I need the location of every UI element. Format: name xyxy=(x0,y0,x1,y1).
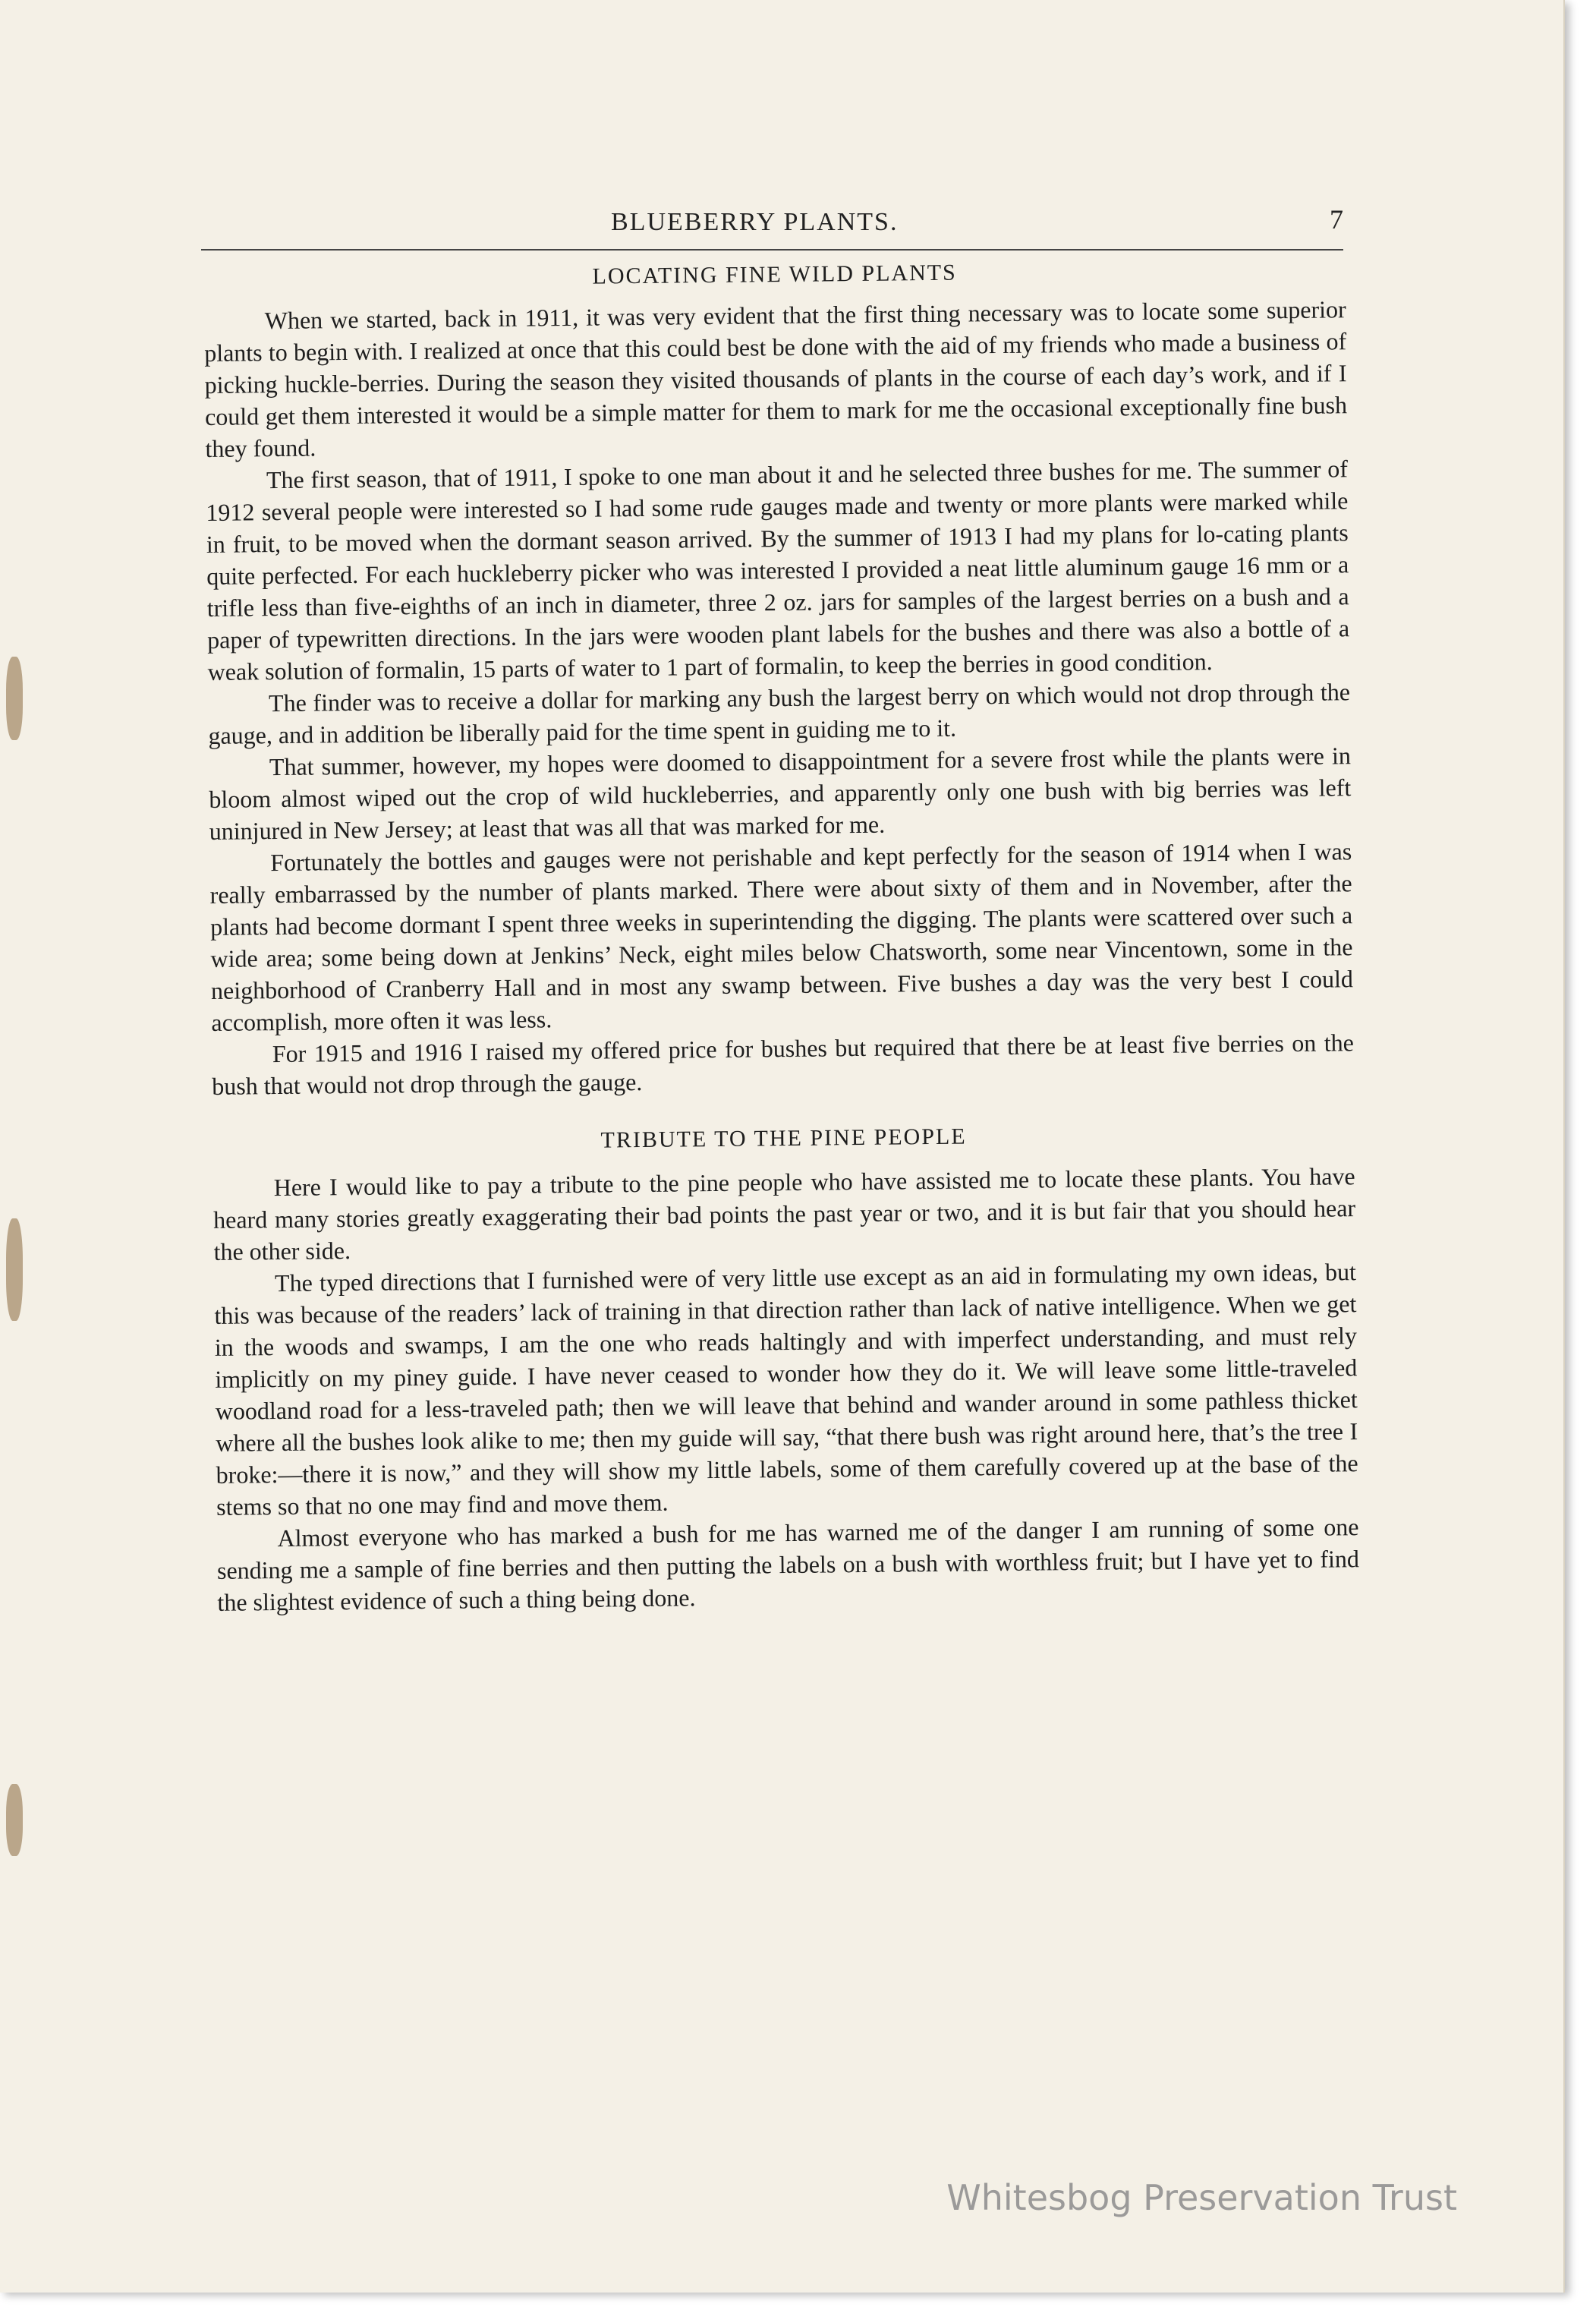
binding-stain xyxy=(6,1784,23,1856)
binding-stain xyxy=(6,1218,23,1321)
paragraph: The typed directions that I furnished were of very little use except as an aid in formulating my own ideas, but this was because of the readers’ lack of training in that direction rather than lack of native intelligence. When we get in the woods and swamps, I am the one who reads haltingly and with imperfect understanding, and must rely implicitly on my piney guide. I have never ceased to wonder how they do it. We will leave some little-traveled woodland road for a less-traveled path; then we will leave that behind and wander around in some pathless thicket where all the bushes look alike to me; then my guide will say, “that there bush was right around here, that’s the tree I broke:—there it is now,” and they will show my little labels, some of them carefully covered up at the base of the stems so that no one may find and move them. xyxy=(214,1258,1358,1521)
watermark: Whitesbog Preservation Trust xyxy=(946,2177,1457,2218)
paragraph: The finder was to receive a dollar for marking any bush the largest berry on which would not drop through the gauge, and in addition be liberally paid for the time spent in guiding me to it. xyxy=(208,678,1351,749)
paragraph: Fortunately the bottles and gauges were not perishable and kept perfectly for the season of 1914 when I was really embarrassed by the number of plants marked. There were about sixty of them and in November, after the plants had become dormant I spent three weeks in superintending the digging. The plants were scattered over such a wide area; some being down at Jenkins’ Neck, eight miles below Chatsworth, some near Vincentown, some in the neighborhood of Cranberry Hall and in most any swamp between. Five bushes a day was the very best I could accomplish, more often it was less. xyxy=(209,837,1354,1036)
section-heading: TRIBUTE TO THE PINE PEOPLE xyxy=(600,1123,967,1153)
paragraph: Almost everyone who has marked a bush for me has warned me of the danger I am running of some one sending me a sample of fine berries and then putting the labels on a bush with worthless fruit; but I have yet to find the slightest evidence of such a thing being done. xyxy=(216,1513,1360,1616)
paragraph: That summer, however, my hopes were doomed to disappointment for a severe frost while the plants were in bloom almost wiped out the crop of wild huckleberries, and apparently only one bush with big berries was left uninjured in New Jersey; at least that was all that was marked for me. xyxy=(209,742,1352,845)
section-heading: LOCATING FINE WILD PLANTS xyxy=(592,260,957,289)
page-number: 7 xyxy=(1330,204,1343,235)
page-header xyxy=(201,203,1343,251)
body-text xyxy=(203,254,1360,1618)
running-title: BLUEBERRY PLANTS. xyxy=(611,208,899,236)
paragraph: Here I would like to pay a tribute to the pine people who have assisted me to locate these plants. You have heard many stories greatly exaggerating their bad points the past year or two, and it is but fair that you should hear the other side. xyxy=(212,1162,1356,1265)
paragraph: For 1915 and 1916 I raised my offered price for bushes but required that there be at least five berries on the bush that would not drop through the gauge. xyxy=(212,1029,1354,1100)
binding-stain xyxy=(6,657,23,740)
paragraph: When we started, back in 1911, it was very evident that the first thing necessary was to locate some superior plants to begin with. I realized at once that this could best be done with the aid of my friends who made a business of picking huckle-berries. During the season they visited thousands of plants in the course of each day’s work, and if I could get them interested it would be a simple matter for them to mark for me the occasional exceptionally fine bush they found. xyxy=(204,295,1348,462)
paragraph: The first season, that of 1911, I spoke to one man about it and he selected three bushes for me. The summer of 1912 several people were interested so I had some rude gauges made and twenty or more plants were marked while in fruit, to be moved when the dormant season arrived. By the summer of 1913 I had my plans for lo-cating plants quite perfected. For each huckleberry picker who was interested I provided a neat little aluminum gauge 16 mm or a trifle less than five-eighths of an inch in diameter, three 2 oz. jars for samples of the largest berries on a bush and a paper of typewritten directions. In the jars were wooden plant labels for the bushes and there was also a bottle of a weak solution of formalin, 15 parts of water to 1 part of formalin, to keep the berries in good condition. xyxy=(206,455,1350,685)
